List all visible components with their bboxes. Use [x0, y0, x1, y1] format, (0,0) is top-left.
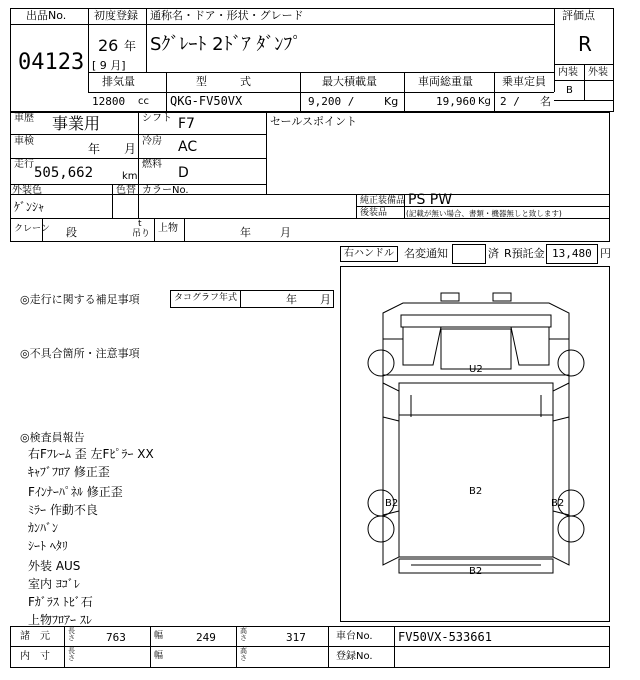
type-label: 型 式 — [196, 75, 251, 88]
mileage: 505,662 — [34, 165, 94, 181]
inspector-item: 右Fﾌﾚｰﾑ 歪 左Fﾋﾟﾗｰ XX — [28, 447, 154, 461]
color-no-label: カラーNo. — [142, 185, 189, 196]
footer-table — [10, 626, 610, 668]
name-change-box — [452, 244, 486, 264]
std-equip: PS PW — [408, 192, 453, 208]
inspection-year: 年 — [88, 142, 101, 156]
aftermarket-note: (記載が無い場合、書類・機器無しと致します) — [406, 209, 562, 218]
aftermarket-label: 後装品 — [360, 208, 388, 218]
inner-height-label: 高さ — [240, 647, 247, 662]
inspector-item: 室内 ﾖｺﾞﾚ — [28, 577, 80, 591]
inspector-item: ｼｰﾄ ﾍﾀﾘ — [28, 539, 68, 553]
dims-label: 諸 元 — [20, 631, 50, 642]
body-label: 上物 — [158, 223, 178, 234]
length: 763 — [106, 631, 126, 644]
body-month: 月 — [280, 226, 291, 239]
km-unit: km — [122, 171, 138, 182]
truck-diagram — [340, 266, 610, 622]
height: 317 — [286, 631, 306, 644]
reg-label: 登録No. — [336, 651, 373, 662]
color-change-label: 色替 — [116, 185, 136, 196]
model-title: Sｸﾞﾚｰﾄ 2ﾄﾞｱ ﾀﾞﾝﾌﾟ — [150, 34, 302, 55]
chassis-label: 車台No. — [336, 631, 373, 642]
lot-no: 04123 — [18, 50, 85, 75]
cc-unit: cc — [138, 96, 149, 107]
exterior-label: 外装 — [588, 67, 608, 78]
capacity-unit: 名 — [540, 95, 551, 108]
inspection-month: 月 — [124, 142, 137, 156]
fuel: D — [178, 165, 189, 181]
crane-ton: t — [138, 219, 142, 229]
handle: 右ハンドル — [344, 248, 394, 259]
max-load: 9,200 / — [308, 95, 355, 108]
displacement-label: 排気量 — [102, 75, 135, 88]
gross-weight-label: 車両総重量 — [418, 75, 473, 88]
inspector-item: 外装 AUS — [28, 559, 81, 573]
model-title-label: 通称名・ドア・形状・グレード — [150, 9, 304, 22]
tacho-year: 年 — [286, 293, 297, 306]
width-label: 幅 — [154, 631, 164, 641]
displacement: 12800 — [92, 95, 126, 108]
length-label: 長さ — [68, 627, 75, 642]
recycle-label: R預託金 — [504, 247, 545, 260]
name-change-label: 名変通知 — [404, 247, 448, 260]
damage-b2-right: B2 — [551, 498, 565, 509]
max-load-label: 最大積載量 — [322, 75, 377, 88]
damage-b2-left: B2 — [385, 498, 399, 509]
ac: AC — [178, 139, 198, 155]
rating: R — [578, 32, 592, 56]
rating-label: 評価点 — [562, 9, 595, 22]
shift-label: シフト — [142, 113, 172, 124]
damage-b2-center: B2 — [469, 486, 483, 497]
vehicle-type: QKG-FV50VX — [170, 94, 243, 108]
defects-label: ◎不具合箇所・注意事項 — [20, 347, 140, 360]
year-unit: 年 — [124, 39, 137, 53]
history-label: 車歴 — [14, 113, 34, 124]
chassis: FV50VX-533661 — [398, 630, 492, 644]
interior-grade: B — [566, 85, 573, 96]
recycle-unit: 円 — [600, 247, 611, 260]
capacity-label: 乗車定員 — [502, 75, 546, 88]
tacho-label: タコグラフ年式 — [174, 293, 238, 303]
ac-label: 冷房 — [142, 136, 162, 147]
ext-color: ｹﾞﾝｼｬ — [14, 200, 45, 214]
body-year: 年 — [240, 226, 251, 239]
interior-label: 内装 — [558, 67, 578, 78]
first-reg-month: [ 9 月] — [92, 59, 126, 72]
inner-length-label: 長さ — [68, 647, 75, 662]
history: 事業用 — [52, 114, 101, 133]
inspection-label: 車検 — [14, 136, 34, 147]
capacity: 2 / — [500, 95, 520, 108]
gross-weight-unit: Kg — [478, 96, 491, 107]
sales-point-label: セールスポイント — [270, 115, 358, 128]
lot-no-label: 出品No. — [26, 9, 67, 22]
inspector-item: ﾐﾗｰ 作動不良 — [28, 503, 98, 517]
recycle-prefix: 済 — [488, 247, 499, 260]
height-label: 高さ — [240, 627, 247, 642]
std-equip-label: 純正装備品 — [360, 196, 406, 206]
recycle-amount: 13,480 — [552, 247, 592, 260]
damage-b2-rear: B2 — [469, 566, 483, 577]
width: 249 — [196, 631, 216, 644]
gross-weight: 19,960 — [436, 95, 476, 108]
fuel-label: 燃料 — [142, 159, 162, 170]
inspector-item: 上物ﾌﾛｱｰ ｽﾚ — [28, 613, 92, 627]
inspector-item: ｷｬﾌﾞﾌﾛｱ 修正歪 — [28, 465, 110, 479]
inner-width-label: 幅 — [154, 651, 164, 661]
tacho-month: 月 — [320, 293, 331, 306]
inspector-item: Fｶﾞﾗｽ ﾄﾋﾞ石 — [28, 595, 93, 609]
driving-notes-label: ◎走行に関する補足事項 — [20, 293, 140, 306]
crane-stage: 段 — [66, 226, 77, 239]
ext-color-label: 外装色 — [12, 185, 42, 196]
inspector-item: Fｲﾝﾅｰﾊﾟﾈﾙ 修正歪 — [28, 485, 123, 499]
shift: F7 — [178, 116, 195, 132]
mileage-label: 走行 — [14, 159, 34, 170]
crane-hang: 吊り — [132, 229, 151, 239]
inspector-item: ｶﾝﾊﾞﾝ — [28, 521, 59, 535]
damage-u2: U2 — [469, 364, 483, 375]
max-load-unit: Kg — [384, 95, 399, 108]
inspector-label: ◎検査員報告 — [20, 431, 85, 444]
first-reg-label: 初度登録 — [94, 9, 138, 22]
crane-label: クレーン — [14, 224, 50, 234]
first-reg-year: 26 — [98, 36, 119, 55]
inner-dims-label: 内 寸 — [20, 651, 50, 662]
